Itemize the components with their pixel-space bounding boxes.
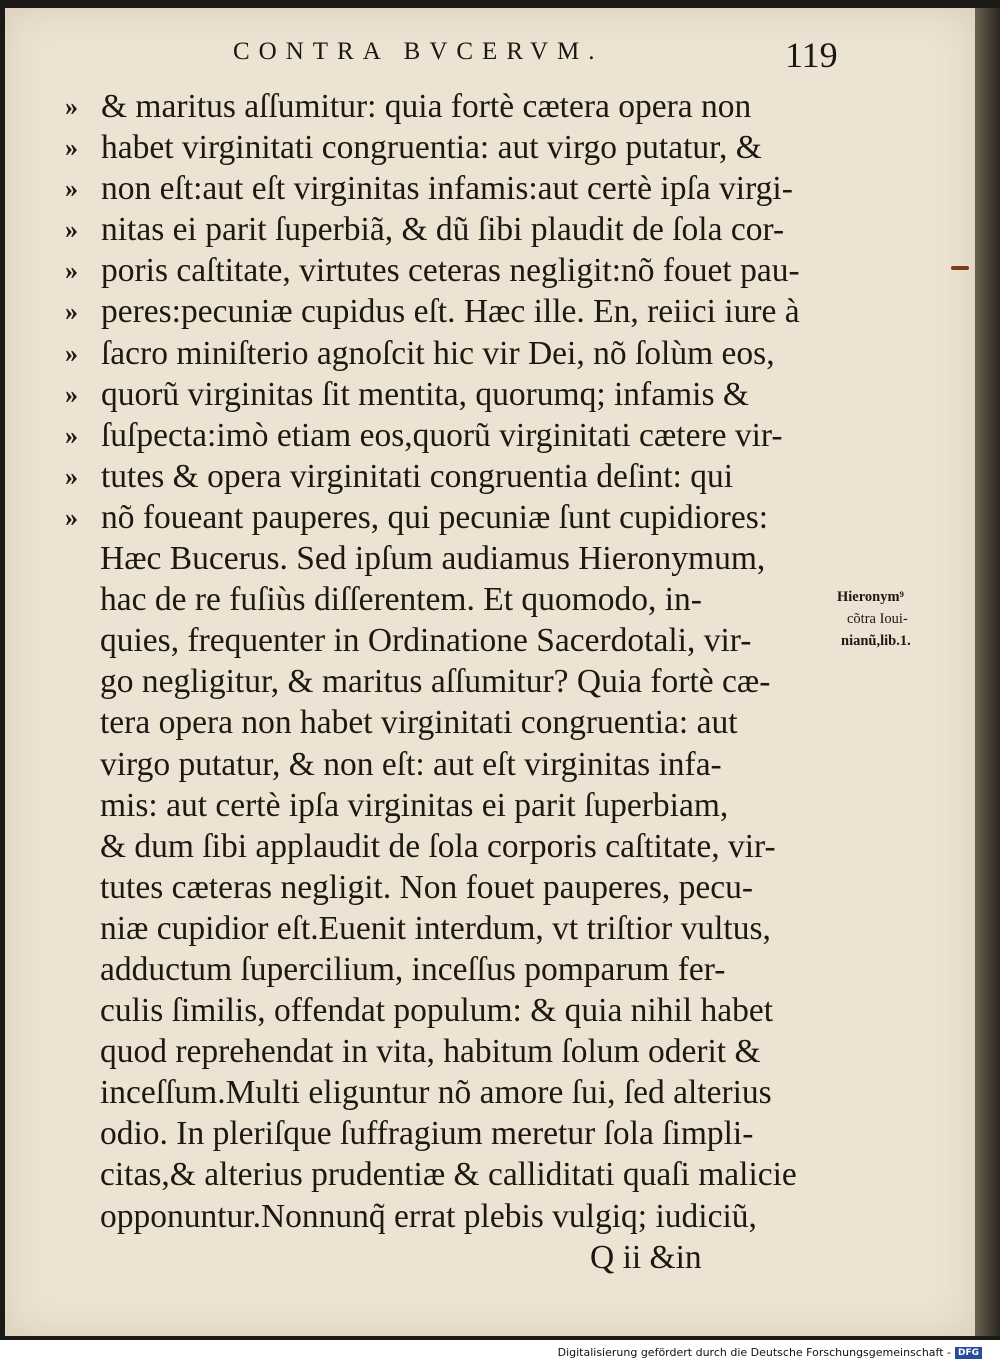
- line-text: poris caſtitate, virtutes ceteras negligit:nõ fouet pau-: [101, 252, 800, 290]
- line-text: Hæc Bucerus. Sed ipſum audiamus Hieronymum,: [100, 540, 766, 578]
- line-text: tutes & opera virginitati congruentia deſint: qui: [101, 457, 734, 495]
- text-line: [65, 127, 835, 168]
- line-text: ſacro miniſterio agnoſcit hic vir Dei, nõ ſolùm eos,: [101, 334, 775, 372]
- margin-note-line: nianũ,lib.1.: [841, 633, 911, 649]
- text-line: [65, 661, 835, 702]
- line-text: quod reprehendat in vita, habitum ſolum oderit &: [100, 1033, 761, 1071]
- text-line: [65, 86, 835, 127]
- line-text: virgo putatur, & non eſt: aut eſt virginitas infa-: [100, 745, 722, 783]
- text-line: [65, 908, 835, 949]
- ink-mark: [951, 266, 969, 270]
- line-text: & maritus aſſumitur: quia fortè cætera opera non: [101, 88, 752, 125]
- quotation-mark: »: [65, 256, 78, 286]
- text-line: [65, 209, 835, 250]
- text-line: [65, 415, 835, 456]
- quotation-mark: »: [65, 133, 78, 163]
- line-text: nitas ei parit ſuperbiã, & dũ ſibi plaudit de ſola cor-: [101, 211, 785, 249]
- text-line: [65, 1072, 835, 1113]
- text-line: [65, 497, 835, 538]
- quotation-mark: »: [65, 174, 78, 204]
- line-text: & dum ſibi applaudit de ſola corporis caſtitate, vir-: [100, 827, 776, 865]
- quotation-mark: »: [65, 420, 78, 450]
- line-text: quorũ virginitas ſit mentita, quorumq; infamis &: [101, 375, 749, 413]
- line-text: tera opera non habet virginitati congruentia: aut: [100, 704, 738, 742]
- text-line: [65, 620, 835, 661]
- text-line: [65, 1031, 835, 1072]
- line-text: mis: aut certè ipſa virginitas ei parit ſuperbiam,: [100, 786, 729, 824]
- quotation-mark: »: [65, 502, 78, 532]
- text-line: [65, 702, 835, 743]
- line-text: opponuntur.Nonnunq̃ errat plebis vulgiq; iudiciũ,: [100, 1197, 757, 1235]
- text-line: [65, 1154, 835, 1195]
- running-head: CONTRA BVCERVM.: [233, 38, 604, 65]
- credit-text: Digitalisierung gefördert durch die Deutsche Forschungsgemeinschaft -: [557, 1346, 951, 1359]
- main-text-block: [65, 86, 835, 1278]
- text-line: [65, 579, 835, 620]
- page-edge-shadow: [975, 8, 1000, 1336]
- line-text: quies, frequenter in Ordinatione Sacerdotali, vir-: [100, 622, 752, 660]
- line-text: niæ cupidior eſt.Euenit interdum, vt triſtior vultus,: [100, 909, 771, 947]
- text-line: [65, 1113, 835, 1154]
- text-line: [65, 456, 835, 497]
- text-line: [65, 168, 835, 209]
- text-line: [65, 826, 835, 867]
- quotation-mark: »: [65, 215, 78, 245]
- book-page: [5, 8, 975, 1336]
- page-number: 119: [785, 35, 838, 75]
- text-line: [65, 785, 835, 826]
- dfg-logo-icon: DFG: [955, 1347, 982, 1359]
- text-line: [65, 949, 835, 990]
- line-text: tutes cæteras negligit. Non fouet pauperes, pecu-: [100, 868, 754, 906]
- line-text: ſuſpecta:imò etiam eos,quorũ virginitati cætere vir-: [101, 416, 783, 454]
- text-line: [65, 374, 835, 415]
- line-text: nõ foueant pauperes, qui pecuniæ ſunt cupidiores:: [101, 498, 769, 536]
- text-line: [65, 990, 835, 1031]
- text-line: [65, 867, 835, 908]
- margin-note: [837, 586, 967, 652]
- line-text: culis ſimilis, offendat populum: & quia nihil habet: [100, 992, 774, 1030]
- signature-catchword-line: Q ii &in: [590, 1238, 702, 1276]
- line-text: go negligitur, & maritus aſſumitur? Quia fortè cæ-: [100, 663, 771, 701]
- funding-credit: [558, 1346, 982, 1359]
- text-line: [65, 291, 835, 332]
- line-text: peres:pecuniæ cupidus eſt. Hæc ille. En, reiici iure à: [101, 293, 800, 331]
- quotation-mark: »: [65, 461, 78, 491]
- line-text: citas,& alterius prudentiæ & calliditati quaſi malicie: [100, 1156, 797, 1194]
- text-line: [65, 538, 835, 579]
- line-text: adductum ſupercilium, inceſſus pomparum fer-: [100, 950, 726, 988]
- quotation-mark: »: [65, 92, 78, 121]
- text-line: [65, 333, 835, 374]
- line-text: inceſſum.Multi eliguntur nõ amore ſui, ſed alterius: [100, 1074, 772, 1112]
- line-text: non eſt:aut eſt virginitas infamis:aut certè ipſa virgi-: [101, 170, 793, 208]
- text-line: [65, 250, 835, 291]
- line-text: odio. In pleriſque ſuffragium meretur ſola ſimpli-: [100, 1115, 754, 1153]
- quotation-mark: »: [65, 379, 78, 409]
- line-text: hac de re fuſiùs diſſerentem. Et quomodo, in-: [100, 581, 702, 619]
- text-line: [65, 1196, 835, 1237]
- quotation-mark: »: [65, 338, 78, 368]
- text-line: [65, 744, 835, 785]
- margin-note-line: Hieronym⁹: [837, 589, 904, 605]
- margin-note-line: cõtra Ioui-: [847, 611, 908, 627]
- line-text: habet virginitati congruentia: aut virgo putatur, &: [101, 129, 762, 167]
- quotation-mark: »: [65, 297, 78, 327]
